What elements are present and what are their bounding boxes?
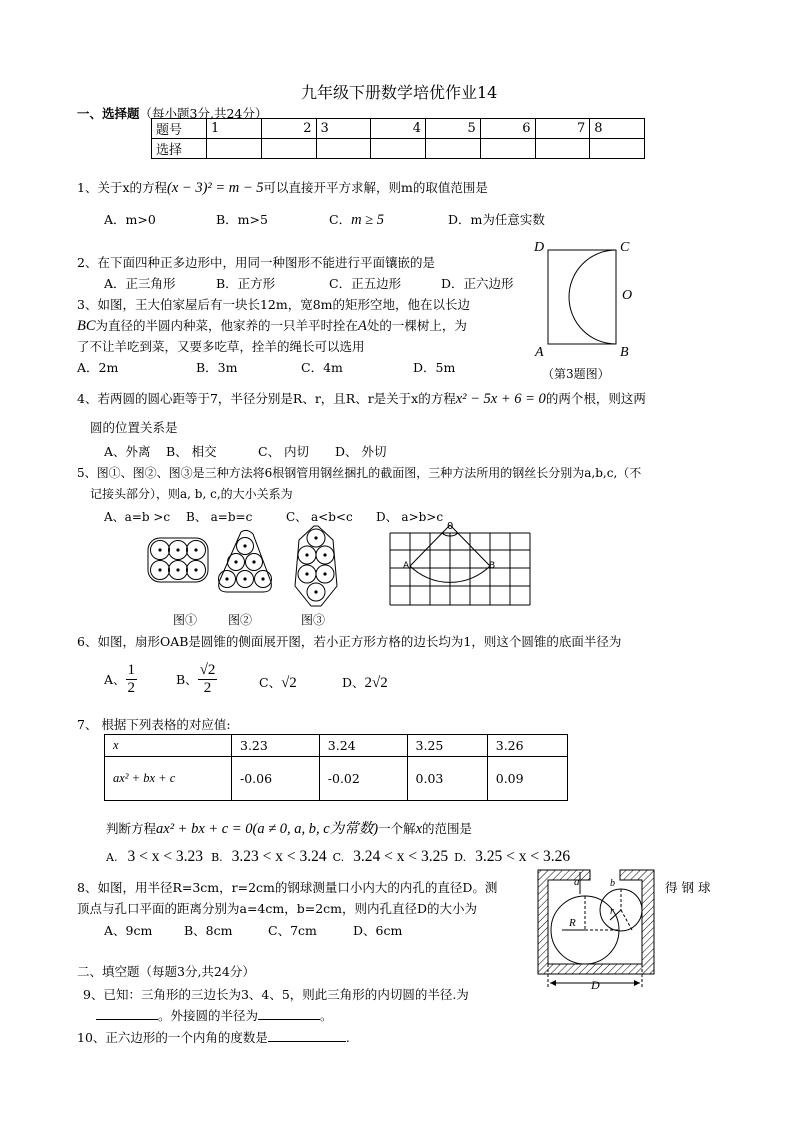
answer-table xyxy=(151,118,645,159)
q5-opt-c: C、 a<b<c xyxy=(286,510,353,524)
q6-label-b: B xyxy=(489,561,496,571)
q3-figure xyxy=(530,236,650,386)
q3-label-a: A xyxy=(535,345,544,360)
q6-opt-c xyxy=(259,673,297,692)
q4-opt-b: B、 相交 xyxy=(166,444,217,459)
q5-opt-b: B、 a=b=c xyxy=(186,510,253,524)
q7-opt-d: 3.25 < x < 3.26 xyxy=(475,848,571,865)
q2-opt-c: C．正五边形 xyxy=(329,276,402,291)
q8-figure xyxy=(536,868,662,994)
q10-tail: . xyxy=(345,1030,350,1045)
q4-text-b: 的两个根，则这两 xyxy=(545,391,646,406)
pipe-figure-3 xyxy=(295,526,337,606)
answer-number: 1 xyxy=(207,119,262,139)
q5-line1: 5、图①、图②、图③是三种方法将6根钢管用钢丝捆扎的截面图，三种方法所用的钢丝长分别为a,b,c,（不 xyxy=(77,466,642,480)
q10-line xyxy=(77,1028,350,1046)
q8-line2: 顶点与孔口平面的距离分别为a=4cm，b=2cm，则内孔直径D的大小为 xyxy=(77,901,478,916)
answer-table-header: 题号 xyxy=(152,119,207,139)
q10-stem: 10、正六边形的一个内角的度数是 xyxy=(77,1030,268,1045)
q7-judge-text-b: 一个解 xyxy=(378,821,416,836)
q6-opt-d-value: 2√2 xyxy=(364,675,388,691)
answer-cell[interactable] xyxy=(535,139,590,159)
q2-opt-d: D．正六边形 xyxy=(441,276,514,291)
q7-stem: 7、 根据下列表格的对应值: xyxy=(77,717,231,732)
q3-caption: （第3题图） xyxy=(542,367,610,381)
answer-cell[interactable] xyxy=(426,139,481,159)
q3-label-o: O xyxy=(622,288,633,303)
answer-cell[interactable] xyxy=(371,139,426,159)
q6-opt-d-label: D、 xyxy=(342,675,365,690)
answer-cell[interactable] xyxy=(480,139,535,159)
q6-opt-a xyxy=(104,662,137,696)
q5-opt-d: D、 a>b>c xyxy=(376,510,444,524)
q8-opt-a: A、9cm xyxy=(104,923,153,938)
q7-opt-a-label: A. xyxy=(106,851,118,864)
answer-cell[interactable] xyxy=(261,139,316,159)
pipe-figure-2 xyxy=(219,530,272,592)
q3-line2 xyxy=(77,316,467,335)
answer-number: 2 xyxy=(261,119,316,139)
q9-line2-tail: 。 xyxy=(320,1008,333,1023)
q6-opt-d xyxy=(342,673,388,692)
answer-number: 6 xyxy=(480,119,535,139)
q6-label-o: 0 xyxy=(447,521,454,532)
q8-label-a: a xyxy=(574,876,580,888)
q7-table-header-expr: ax² + bx + c xyxy=(105,757,232,801)
q8-label-d: D xyxy=(591,978,600,992)
q3-line1: 3、如图，王大伯家屋后有一块长12m，宽8m的矩形空地，他在以长边 xyxy=(77,297,471,312)
q8-opt-c: C、7cm xyxy=(268,923,317,938)
q7-judge-x: x xyxy=(415,821,423,837)
q6-opt-a-den: 2 xyxy=(127,679,136,696)
q8-label-big-r: R xyxy=(569,917,576,929)
q8-opt-d: D、6cm xyxy=(353,923,403,938)
q9-line2-text: 。外接圆的半径为 xyxy=(158,1008,259,1023)
q7-opt-d-label: D. xyxy=(454,851,467,864)
answer-number: 4 xyxy=(371,119,426,139)
q7-table-cell: 0.09 xyxy=(487,757,567,801)
q3-line2-end: 处的一棵树上，为 xyxy=(366,318,467,333)
section1-title: 一、选择题 xyxy=(77,106,140,121)
q8-opt-b: B、8cm xyxy=(184,923,233,938)
q5-opt-a: A、a=b >c xyxy=(104,510,171,524)
q6-stem: 6、如图，扇形OAB是圆锥的侧面展开图，若小正方形方格的边长均为1，则这个圆锥的底面半径为 xyxy=(77,634,622,649)
q1-stem xyxy=(77,178,488,197)
answer-number: 7 xyxy=(535,119,590,139)
q4-opt-a: A、外离 xyxy=(104,444,151,459)
q6-opt-a-frac xyxy=(126,662,138,696)
q6-opt-b xyxy=(176,662,217,696)
answer-number: 5 xyxy=(426,119,481,139)
pipe-figure-1 xyxy=(148,538,208,582)
q3-opt-c: C．4m xyxy=(301,360,343,375)
q6-opt-b-den: 2 xyxy=(203,679,212,696)
q2-opt-a: A．正三角形 xyxy=(104,276,176,291)
q3-opt-a: A．2m xyxy=(77,360,119,375)
q7-judge-text-a: 判断方程 xyxy=(106,821,157,836)
q9-line1: 9、已知：三角形的三边长为3、4、5，则此三角形的内切圆的半径.为 xyxy=(83,987,469,1002)
page-title: 九年级下册数学培优作业14 xyxy=(301,83,498,102)
q2-opt-b: B．正方形 xyxy=(216,276,276,291)
q7-table-header-x: x xyxy=(105,735,232,757)
q4-equation: x² − 5x + 6 = 0 xyxy=(455,391,546,407)
q8-line1: 8、如图，用半径R=3cm，r=2cm的钢球测量口小内大的内孔的直径D。测 xyxy=(77,880,498,895)
q7-table-cell: -0.02 xyxy=(319,757,407,801)
q3-bc: BC xyxy=(77,318,96,334)
q1-opt-c xyxy=(329,210,384,229)
q5-caption-2: 图② xyxy=(228,613,253,627)
answer-number: 3 xyxy=(316,119,371,139)
q7-table-cell: 3.25 xyxy=(407,735,487,757)
q4-opt-c: C、 内切 xyxy=(258,444,310,459)
q7-options xyxy=(106,848,570,866)
q7-judge-text-c: 的范围是 xyxy=(422,821,473,836)
q5-pipe-figures xyxy=(145,530,365,610)
q7-table-cell: 0.03 xyxy=(407,757,487,801)
q7-table-cell: 3.26 xyxy=(487,735,567,757)
q7-opt-c: 3.24 < x < 3.25 xyxy=(353,848,449,865)
q6-opt-c-value: √2 xyxy=(281,675,297,691)
q7-value-table xyxy=(104,734,568,801)
section2-heading: 二、填空题（每题3分,共24分） xyxy=(77,964,255,979)
q7-opt-a: 3 < x < 3.23 xyxy=(127,848,204,865)
q7-judge-equation: ax² + bx + c = 0(a ≠ 0, a, b, c为常数) xyxy=(156,821,379,837)
q5-line2: 记接头部分），则a, b, c,的大小关系为 xyxy=(90,487,293,501)
q6-label-a: A xyxy=(403,561,410,571)
q2-stem: 2、在下面四种正多边形中，用同一种图形不能进行平面镶嵌的是 xyxy=(77,255,435,270)
q7-table-cell: 3.23 xyxy=(232,735,320,757)
q7-opt-c-label: C. xyxy=(332,851,345,864)
q3-label-c: C xyxy=(620,240,630,255)
q1-opt-c-label: C． xyxy=(329,212,352,227)
q6-opt-b-label: B、 xyxy=(176,672,198,687)
answer-number: 8 xyxy=(590,119,645,139)
q3-label-b: B xyxy=(620,345,629,360)
q1-opt-b: B．m>5 xyxy=(216,212,268,227)
q1-opt-d: D．m为任意实数 xyxy=(448,212,545,227)
answer-cell[interactable] xyxy=(207,139,262,159)
q5-caption-1: 图① xyxy=(173,613,198,627)
q3-opt-d: D．5m xyxy=(413,360,456,375)
q10-blank[interactable] xyxy=(268,1041,346,1042)
section1-note: （每小题3分,共24分） xyxy=(139,106,268,121)
q7-table-cell: 3.24 xyxy=(319,735,407,757)
q6-opt-c-label: C、 xyxy=(259,675,282,690)
q1-opt-a: A．m>0 xyxy=(104,212,156,227)
q6-opt-b-num: √2 xyxy=(199,662,216,678)
q1-equation: (x − 3)² = m − 5 xyxy=(167,180,264,196)
q4-opt-d: D、 外切 xyxy=(335,444,387,459)
q9-inradius-blank[interactable] xyxy=(96,1019,158,1020)
q1-text-a: 1、关于x的方程 xyxy=(77,180,168,195)
answer-cell[interactable] xyxy=(316,139,371,159)
q4-text-a: 4、若两圆的圆心距等于7，半径分别是R、r，且R、r是关于x的方程 xyxy=(77,391,456,406)
q1-opt-c-math: m ≥ 5 xyxy=(351,212,385,228)
q6-opt-a-num: 1 xyxy=(127,662,136,678)
q5-caption-3: 图③ xyxy=(301,613,326,627)
q8-line1-end: 得 钢 球 xyxy=(665,880,711,895)
q7-table-cell: -0.06 xyxy=(232,757,320,801)
q8-label-b: b xyxy=(610,878,615,889)
q9-circumradius-blank[interactable] xyxy=(258,1019,320,1020)
q3-label-d: D xyxy=(534,240,545,255)
q3-line3: 了不让羊吃到菜，又要多吃草，拴羊的绳长可以选用 xyxy=(77,339,365,354)
q8-label-small-r: r xyxy=(610,906,614,917)
q4-stem xyxy=(77,389,646,408)
q9-line2 xyxy=(96,1006,333,1024)
q6-opt-b-frac xyxy=(198,662,218,696)
answer-cell[interactable] xyxy=(590,139,645,159)
q7-opt-b: 3.23 < x < 3.24 xyxy=(231,848,327,865)
q7-judge xyxy=(106,817,472,838)
q4-line2: 圆的位置关系是 xyxy=(90,420,178,435)
q7-opt-b-label: B. xyxy=(211,851,223,864)
answer-table-row-label: 选择 xyxy=(152,139,207,159)
q6-grid-figure xyxy=(390,522,530,612)
q3-point-a: A xyxy=(358,318,367,334)
q3-line2-text: 为直径的半圆内种菜，他家养的一只羊平时拴在 xyxy=(95,318,359,333)
q6-opt-a-label: A、 xyxy=(104,672,126,687)
q3-opt-b: B．3m xyxy=(196,360,238,375)
q1-text-b: 可以直接开平方求解，则m的取值范围是 xyxy=(263,180,488,195)
